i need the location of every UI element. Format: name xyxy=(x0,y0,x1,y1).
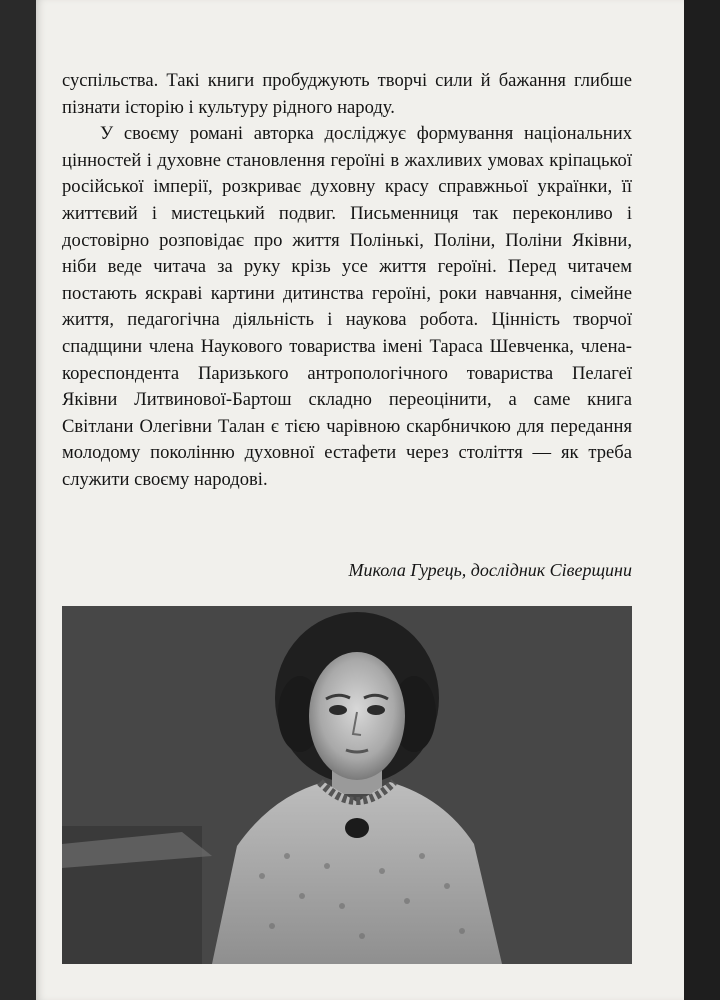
page-edge-shadow xyxy=(684,0,720,1000)
portrait-illustration xyxy=(62,606,632,964)
body-text xyxy=(62,68,632,494)
paragraph-1: суспільства. Такі книги пробуджують творчі сили й бажання глибше пізнати історію і культуру рідного народу. xyxy=(62,70,632,118)
author-signature: Микола Гурець, дослідник Сіверщини xyxy=(348,560,632,580)
book-page xyxy=(36,0,684,1000)
paragraph-2: У своєму романі авторка досліджує формування національних цінностей і духовне становлення героїні в жахливих умовах кріпацької російської імперії, розкриває духовну красу справжньої українки, її життєвий і мистецький подвиг. Письменниця так переконливо і достовірно розповідає про життя Полінькі, Поліни, Поліни Яківни, ніби веде читача за руку крізь усе життя героїні. Перед читачем постають яскраві картини дитинства героїні, роки навчання, сімейне життя, педагогічна діяльність і наукова робота. Цінність творчої спадщини члена Наукового товариства імені Тараса Шевченка, члена-кореспондента Паризького антропологічного товариства Пелагеї Яківни Литвинової-Бартош складно переоцінити, а саме книга Світлани Олегівни Талан є тією чарівною скарбничкою для передання молодому поколінню духовної естафети через століття — як треба служити своєму народові. xyxy=(62,123,632,490)
portrait-photo xyxy=(62,606,632,964)
